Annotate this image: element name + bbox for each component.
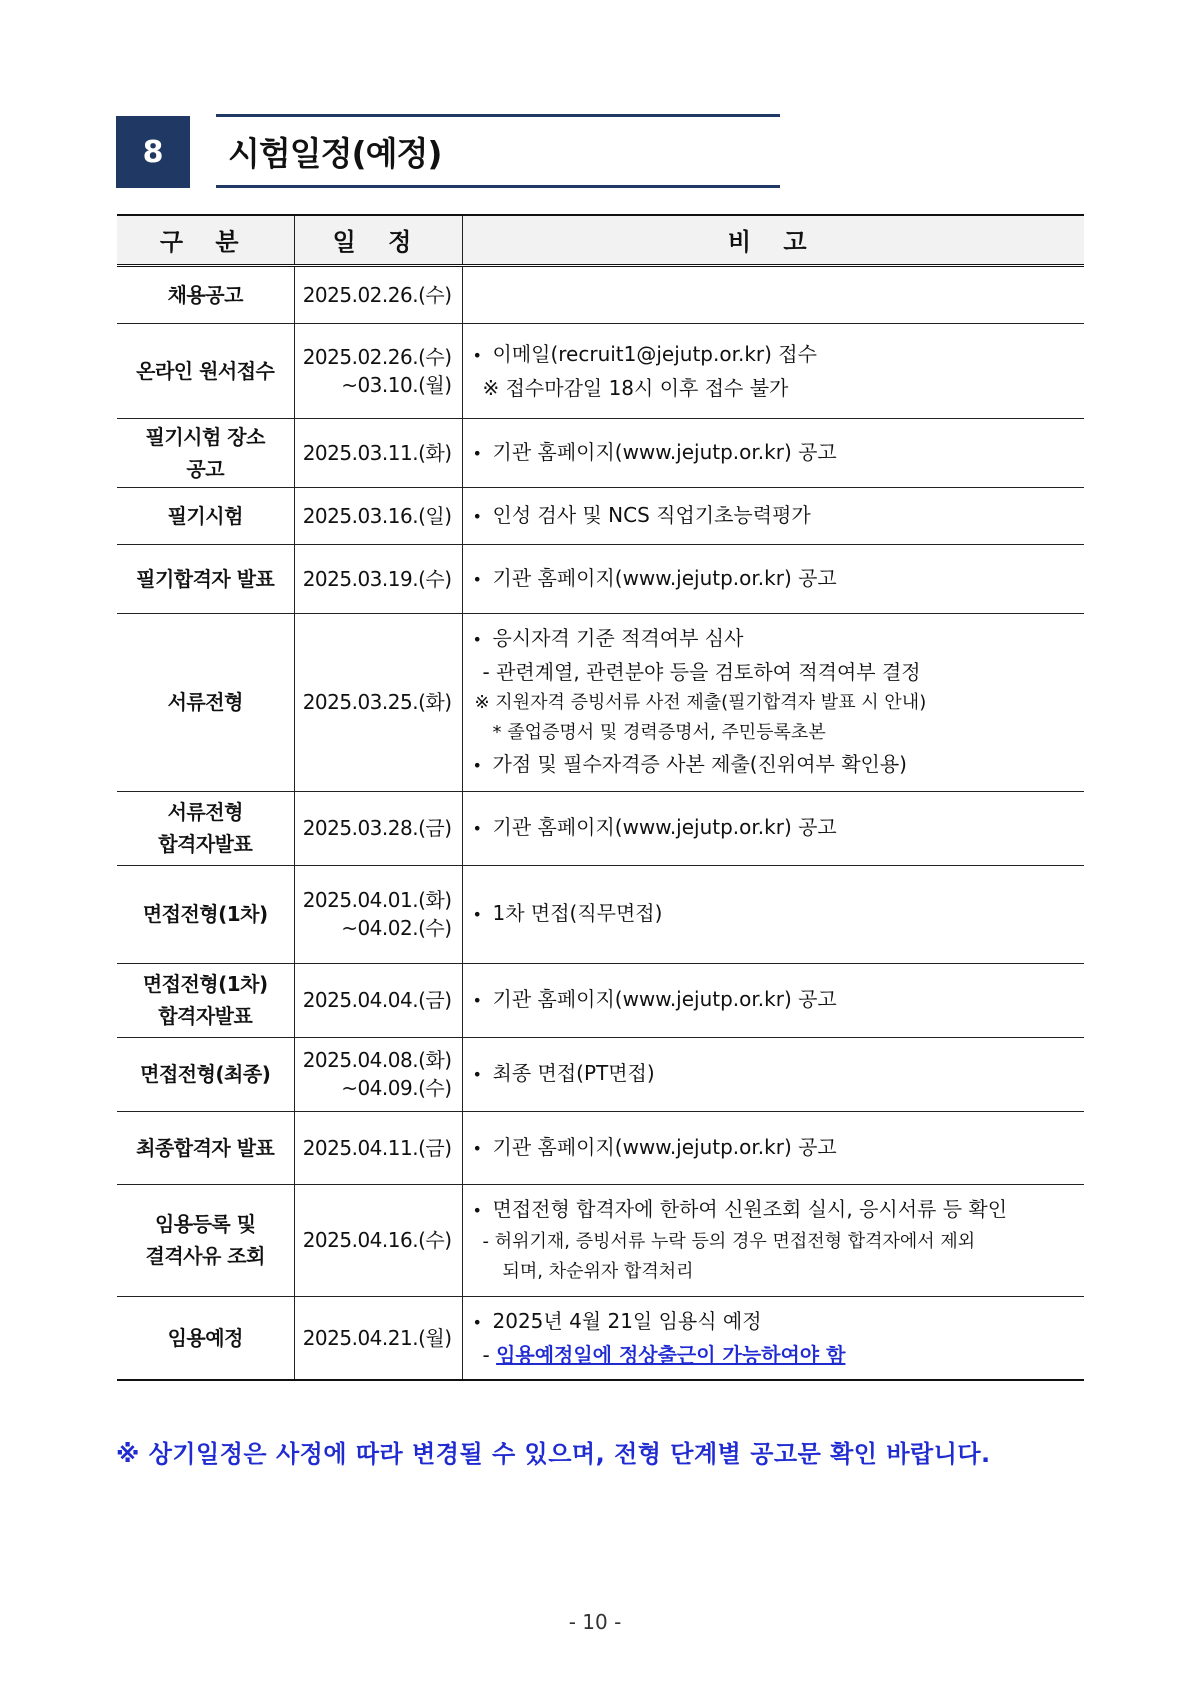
note-line: • 인성 검사 및 NCS 직업기초능력평가 [473,499,1077,533]
section-title: 시험일정(예정) [228,133,442,173]
note-line: • 기관 홈페이지(www.jejutp.or.kr) 공고 [473,562,1077,596]
row-date: 2025.04.21.(월) [294,1296,462,1380]
row-date: 2025.02.26.(수) ~03.10.(월) [294,323,462,418]
row-notes [462,865,1084,963]
header-notes: 비 고 [462,215,1084,265]
section-number: 8 [116,116,190,188]
note-line: • 응시자격 기준 적격여부 심사 [473,622,1077,656]
row-category: 임용등록 및 결격사유 조회 [117,1184,294,1296]
row-notes [462,323,1084,418]
row-category: 필기합격자 발표 [117,544,294,613]
row-category: 필기시험 [117,487,294,544]
section-header [116,114,780,190]
row-notes [462,487,1084,544]
row-date: 2025.04.04.(금) [294,963,462,1037]
title-rule-bottom [216,185,780,188]
row-notes [462,963,1084,1037]
table-row [117,865,1084,963]
notice-emphasis: 임용예정일에 정상출근이 가능하여야 함 [496,1342,846,1367]
row-date: 2025.04.11.(금) [294,1111,462,1184]
note-line: - 허위기재, 증빙서류 누락 등의 경우 면접전형 합격자에서 제외 [482,1231,976,1252]
title-rule-top [216,114,780,117]
row-date: 2025.03.25.(화) [294,613,462,791]
row-date: 2025.04.08.(화) ~04.09.(수) [294,1037,462,1111]
table-row [117,323,1084,418]
row-category: 채용공고 [117,265,294,323]
note-line: • 면접전형 합격자에 한하여 신원조회 실시, 응시서류 등 확인 [473,1193,1077,1227]
table-row [117,1111,1084,1184]
table-header-row [117,215,1084,265]
row-notes [462,1184,1084,1296]
table-row [117,487,1084,544]
table-row [117,791,1084,865]
row-category: 서류전형 [117,613,294,791]
schedule-table [117,214,1084,1381]
table-row [117,1037,1084,1111]
header-date: 일 정 [294,215,462,265]
row-date: 2025.04.16.(수) [294,1184,462,1296]
row-date: 2025.03.19.(수) [294,544,462,613]
note-line: * 졸업증명서 및 경력증명서, 주민등록초본 [492,722,826,743]
row-date: 2025.03.11.(화) [294,418,462,487]
header-category: 구 분 [117,215,294,265]
row-notes [462,791,1084,865]
table-row [117,963,1084,1037]
table-row [117,544,1084,613]
table-row [117,1296,1084,1380]
note-line: • 기관 홈페이지(www.jejutp.or.kr) 공고 [473,1131,1077,1165]
row-category: 서류전형 합격자발표 [117,791,294,865]
note-line: - 임용예정일에 정상출근이 가능하여야 함 [482,1342,846,1367]
row-date: 2025.02.26.(수) [294,265,462,323]
table-row [117,613,1084,791]
row-notes [462,613,1084,791]
schedule-change-notice: ※ 상기일정은 사정에 따라 변경될 수 있으며, 전형 단계별 공고문 확인 바랍니다. [116,1440,991,1468]
row-notes [462,1037,1084,1111]
row-category: 면접전형(최종) [117,1037,294,1111]
row-notes [462,1111,1084,1184]
note-line: • 최종 면접(PT면접) [473,1057,1077,1091]
table-row [117,265,1084,323]
table-row [117,1184,1084,1296]
row-category: 필기시험 장소 공고 [117,418,294,487]
note-line: ※ 접수마감일 18시 이후 접수 불가 [482,375,789,400]
note-line: • 기관 홈페이지(www.jejutp.or.kr) 공고 [473,436,1077,470]
note-line: - 관련계열, 관련분야 등을 검토하여 적격여부 결정 [482,660,921,684]
row-category: 최종합격자 발표 [117,1111,294,1184]
row-notes [462,544,1084,613]
row-date: 2025.03.16.(일) [294,487,462,544]
note-line: • 기관 홈페이지(www.jejutp.or.kr) 공고 [473,811,1077,845]
note-line: • 가점 및 필수자격증 사본 제출(진위여부 확인용) [473,748,1077,782]
table-row [117,418,1084,487]
note-line: • 이메일(recruit1@jejutp.or.kr) 접수 [473,338,1077,372]
row-category: 면접전형(1차) 합격자발표 [117,963,294,1037]
row-date: 2025.03.28.(금) [294,791,462,865]
note-line: • 1차 면접(직무면접) [473,897,1077,931]
row-notes [462,418,1084,487]
row-notes [462,1296,1084,1380]
row-category: 온라인 원서접수 [117,323,294,418]
row-date: 2025.04.01.(화) ~04.02.(수) [294,865,462,963]
note-line: ※ 지원자격 증빙서류 사전 제출(필기합격자 발표 시 안내) [474,692,927,713]
page-number: - 10 - [568,1610,622,1634]
row-category: 면접전형(1차) [117,865,294,963]
note-line: 되며, 차순위자 합격처리 [502,1261,694,1282]
note-line: • 기관 홈페이지(www.jejutp.or.kr) 공고 [473,983,1077,1017]
note-line: • 2025년 4월 21일 임용식 예정 [473,1305,1077,1339]
row-category: 임용예정 [117,1296,294,1380]
row-notes [462,265,1084,323]
